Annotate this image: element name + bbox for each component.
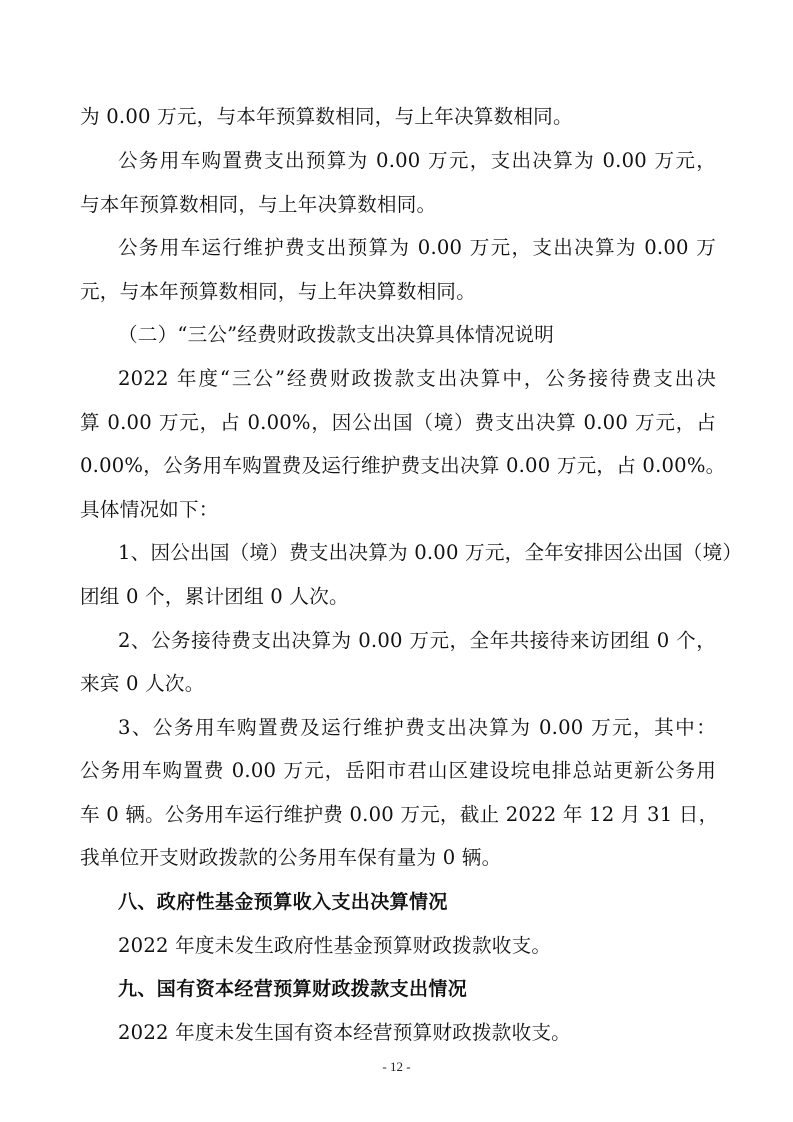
body-line: 公务用车购置费 0.00 万元，岳阳市君山区建设垸电排总站更新公务用 <box>80 759 716 782</box>
section-heading: 九、国有资本经营预算财政拨款支出情况 <box>118 978 468 1000</box>
subheading: （二）“三公”经费财政拨款支出决算具体情况说明 <box>118 323 555 346</box>
body-line: 我单位开支财政拨款的公务用车保有量为 0 辆。 <box>80 846 502 869</box>
body-line: 1、因公出国（境）费支出决算为 0.00 万元，全年安排因公出国（境） <box>118 541 743 564</box>
body-line: 2022 年度“三公”经费财政拨款支出决算中，公务接待费支出决 <box>118 367 716 390</box>
body-line: 具体情况如下： <box>80 498 219 521</box>
section-heading: 八、政府性基金预算收入支出决算情况 <box>118 891 448 913</box>
body-line: 来宾 0 人次。 <box>80 672 205 695</box>
body-line: 与本年预算数相同，与上年决算数相同。 <box>80 193 437 216</box>
body-line: 公务用车购置费支出预算为 0.00 万元，支出决算为 0.00 万元， <box>118 149 716 172</box>
body-line: 2022 年度未发生国有资本经营预算财政拨款收支。 <box>118 1021 571 1044</box>
body-line: 算 0.00 万元，占 0.00%，因公出国（境）费支出决算 0.00 万元，占 <box>80 411 716 434</box>
page-number: - 12 - <box>382 1059 411 1074</box>
body-line: 2、公务接待费支出决算为 0.00 万元，全年共接待来访团组 0 个， <box>118 629 716 652</box>
body-line: 团组 0 个，累计团组 0 人次。 <box>80 585 349 608</box>
body-line: 公务用车运行维护费支出预算为 0.00 万元，支出决算为 0.00 万 <box>118 236 716 259</box>
body-line: 2022 年度未发生政府性基金预算财政拨款收支。 <box>118 934 552 957</box>
body-line: 0.00%，公务用车购置费及运行维护费支出决算 0.00 万元，占 0.00%。 <box>80 454 726 477</box>
body-line: 车 0 辆。公务用车运行维护费 0.00 万元，截止 2022 年 12 月 31 日， <box>80 803 719 826</box>
body-line: 元，与本年预算数相同，与上年决算数相同。 <box>80 280 476 303</box>
body-line: 为 0.00 万元，与本年预算数相同，与上年决算数相同。 <box>80 105 573 128</box>
body-line: 3、公务用车购置费及运行维护费支出决算为 0.00 万元，其中： <box>118 716 716 739</box>
